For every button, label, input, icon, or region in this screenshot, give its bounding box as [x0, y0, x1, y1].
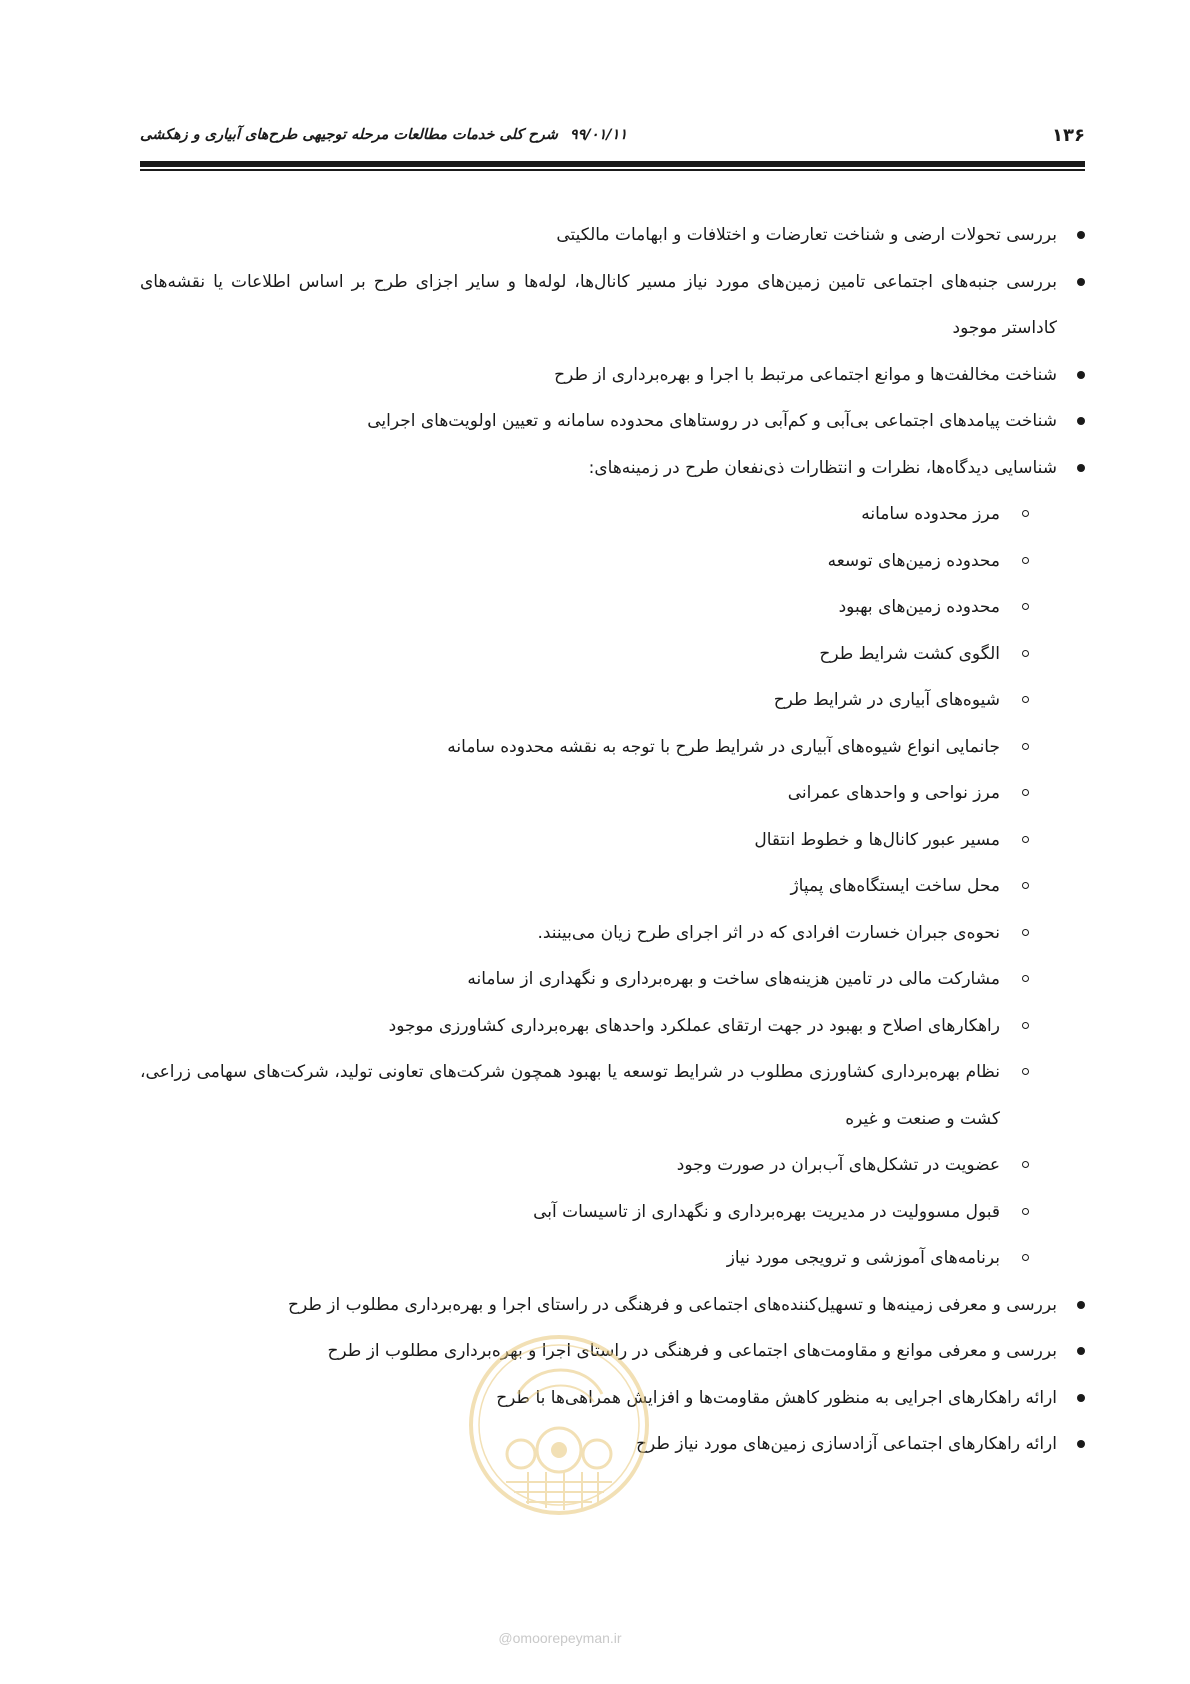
sub-list-item-text: مسیر عبور کانال‌ها و خطوط انتقال: [754, 829, 1000, 850]
sub-list-item: [140, 538, 1057, 585]
sub-list-item: [140, 956, 1057, 1003]
sub-list-item: [140, 724, 1057, 771]
list-item-text: بررسی و معرفی موانع و مقاومت‌های اجتماعی و فرهنگی در راستای اجرا و بهره‌برداری مطلوب از طرح: [327, 1341, 1057, 1361]
list-item-text: بررسی تحولات ارضی و شناخت تعارضات و اختلافات و ابهامات مالکیتی: [556, 225, 1057, 245]
circle-bullet-icon: [1022, 789, 1029, 796]
bullet-icon: [1077, 1301, 1085, 1309]
circle-bullet-icon: [1022, 1068, 1029, 1075]
header-rule-thin: [140, 169, 1085, 171]
sub-list-item-text: نظام بهره‌برداری کشاورزی مطلوب در شرایط توسعه یا بهبود همچون شرکت‌های تعاونی تولید، شرکت‌های سهامی زراعی، کشت و صنعت و غیره: [140, 1062, 1000, 1129]
sub-list-item-text: برنامه‌های آموزشی و ترویجی مورد نیاز: [726, 1248, 1000, 1268]
header-title: [140, 127, 627, 143]
circle-bullet-icon: [1022, 743, 1029, 750]
sub-list-item-text: قبول مسوولیت در مدیریت بهره‌برداری و نگهداری از تاسیسات آبی: [533, 1201, 1000, 1222]
sub-list-item-text: راهکارهای اصلاح و بهبود در جهت ارتقای عملکرد واحدهای بهره‌برداری کشاورزی موجود: [388, 1015, 1000, 1036]
circle-bullet-icon: [1022, 836, 1029, 843]
bullet-list: [140, 212, 1085, 1468]
sub-list-item-text: نحوه‌ی جبران خسارت افرادی که در اثر اجرای طرح زیان می‌بینند.: [537, 922, 1000, 943]
sub-list: [140, 491, 1057, 1282]
list-item: [140, 352, 1085, 399]
bullet-icon: [1077, 464, 1085, 472]
circle-bullet-icon: [1022, 603, 1029, 610]
list-item: [140, 445, 1085, 1282]
sub-list-item-text: مشارکت مالی در تامین هزینه‌های ساخت و بهره‌برداری و نگهداری از سامانه: [467, 969, 1000, 989]
bullet-icon: [1077, 417, 1085, 425]
bullet-icon: [1077, 231, 1085, 239]
header-date: ۹۹/۰۱/۱۱: [569, 127, 628, 143]
circle-bullet-icon: [1022, 975, 1029, 982]
watermark-logo-icon: [466, 1332, 652, 1518]
list-item-text: شناخت مخالفت‌ها و موانع اجتماعی مرتبط با اجرا و بهره‌برداری از طرح: [554, 364, 1057, 385]
sub-list-item-text: محدوده زمین‌های بهبود: [838, 597, 1000, 617]
list-item-text: ارائه راهکارهای اجرایی به منظور کاهش مقاومت‌ها و افزایش همراهی‌ها با طرح: [496, 1387, 1057, 1408]
sub-list-item: [140, 677, 1057, 724]
sub-list-item-text: مرز محدوده سامانه: [861, 504, 1000, 524]
sub-list-item: [140, 1235, 1057, 1282]
sub-list-item: [140, 1003, 1057, 1050]
sub-list-item-text: شیوه‌های آبیاری در شرایط طرح: [773, 690, 1000, 710]
list-item: [140, 259, 1085, 352]
sub-list-item-text: جانمایی انواع شیوه‌های آبیاری در شرایط طرح با توجه به نقشه محدوده سامانه: [447, 736, 1000, 757]
bullet-icon: [1077, 371, 1085, 379]
sub-list-item: [140, 770, 1057, 817]
sub-list-item: [140, 584, 1057, 631]
circle-bullet-icon: [1022, 1254, 1029, 1261]
header-title-text: شرح کلی خدمات مطالعات مرحله توجیهی طرح‌های آبیاری و زهکشی: [140, 127, 558, 143]
circle-bullet-icon: [1022, 510, 1029, 517]
page-header: [140, 120, 1085, 150]
sub-list-item: [140, 910, 1057, 957]
sub-list-item-text: عضویت در تشکل‌های آب‌بران در صورت وجود: [676, 1155, 1000, 1175]
list-item-text: ارائه راهکارهای اجتماعی آزادسازی زمین‌های مورد نیاز طرح: [636, 1434, 1057, 1454]
circle-bullet-icon: [1022, 1022, 1029, 1029]
sub-list-item: [140, 631, 1057, 678]
sub-list-item: [140, 863, 1057, 910]
list-item-text: شناخت پیامدهای اجتماعی بی‌آبی و کم‌آبی در روستاهای محدوده سامانه و تعیین اولویت‌های اجرایی: [367, 411, 1057, 431]
circle-bullet-icon: [1022, 1161, 1029, 1168]
circle-bullet-icon: [1022, 557, 1029, 564]
sub-list-item-text: محدوده زمین‌های توسعه: [827, 550, 1000, 571]
bullet-icon: [1077, 1394, 1085, 1402]
bullet-icon: [1077, 1347, 1085, 1355]
header-rule-thick: [140, 161, 1085, 167]
list-item: [140, 212, 1085, 259]
circle-bullet-icon: [1022, 1208, 1029, 1215]
watermark-url: @omoorepeyman.ir: [498, 1630, 622, 1646]
sub-list-item: [140, 817, 1057, 864]
list-item-text: بررسی جنبه‌های اجتماعی تامین زمین‌های مورد نیاز مسیر کانال‌ها، لوله‌ها و سایر اجزای طرح بر اساس اطلاعات یا نقشه‌های کاداستر موجود: [140, 271, 1057, 338]
main-content: [140, 212, 1085, 1468]
list-item: [140, 1282, 1085, 1329]
sub-list-item-text: مرز نواحی و واحدهای عمرانی: [787, 783, 1000, 803]
bullet-icon: [1077, 1440, 1085, 1448]
sub-list-item: [140, 491, 1057, 538]
sub-list-item: [140, 1142, 1057, 1189]
sub-list-item: [140, 1189, 1057, 1236]
sub-list-item-text: الگوی کشت شرایط طرح: [819, 643, 1000, 664]
bullet-icon: [1077, 278, 1085, 286]
circle-bullet-icon: [1022, 882, 1029, 889]
list-item-text: بررسی و معرفی زمینه‌ها و تسهیل‌کننده‌های اجتماعی و فرهنگی در راستای اجرا و بهره‌برداری مطلوب از طرح: [287, 1294, 1057, 1315]
list-item: [140, 398, 1085, 445]
circle-bullet-icon: [1022, 696, 1029, 703]
circle-bullet-icon: [1022, 929, 1029, 936]
list-item-text: شناسایی دیدگاه‌ها، نظرات و انتظارات ذی‌نفعان طرح در زمینه‌های:: [588, 457, 1057, 478]
circle-bullet-icon: [1022, 650, 1029, 657]
page-number: ۱۳۶: [1052, 124, 1085, 146]
sub-list-item: [140, 1049, 1057, 1142]
sub-list-item-text: محل ساخت ایستگاه‌های پمپاژ: [790, 876, 1000, 896]
